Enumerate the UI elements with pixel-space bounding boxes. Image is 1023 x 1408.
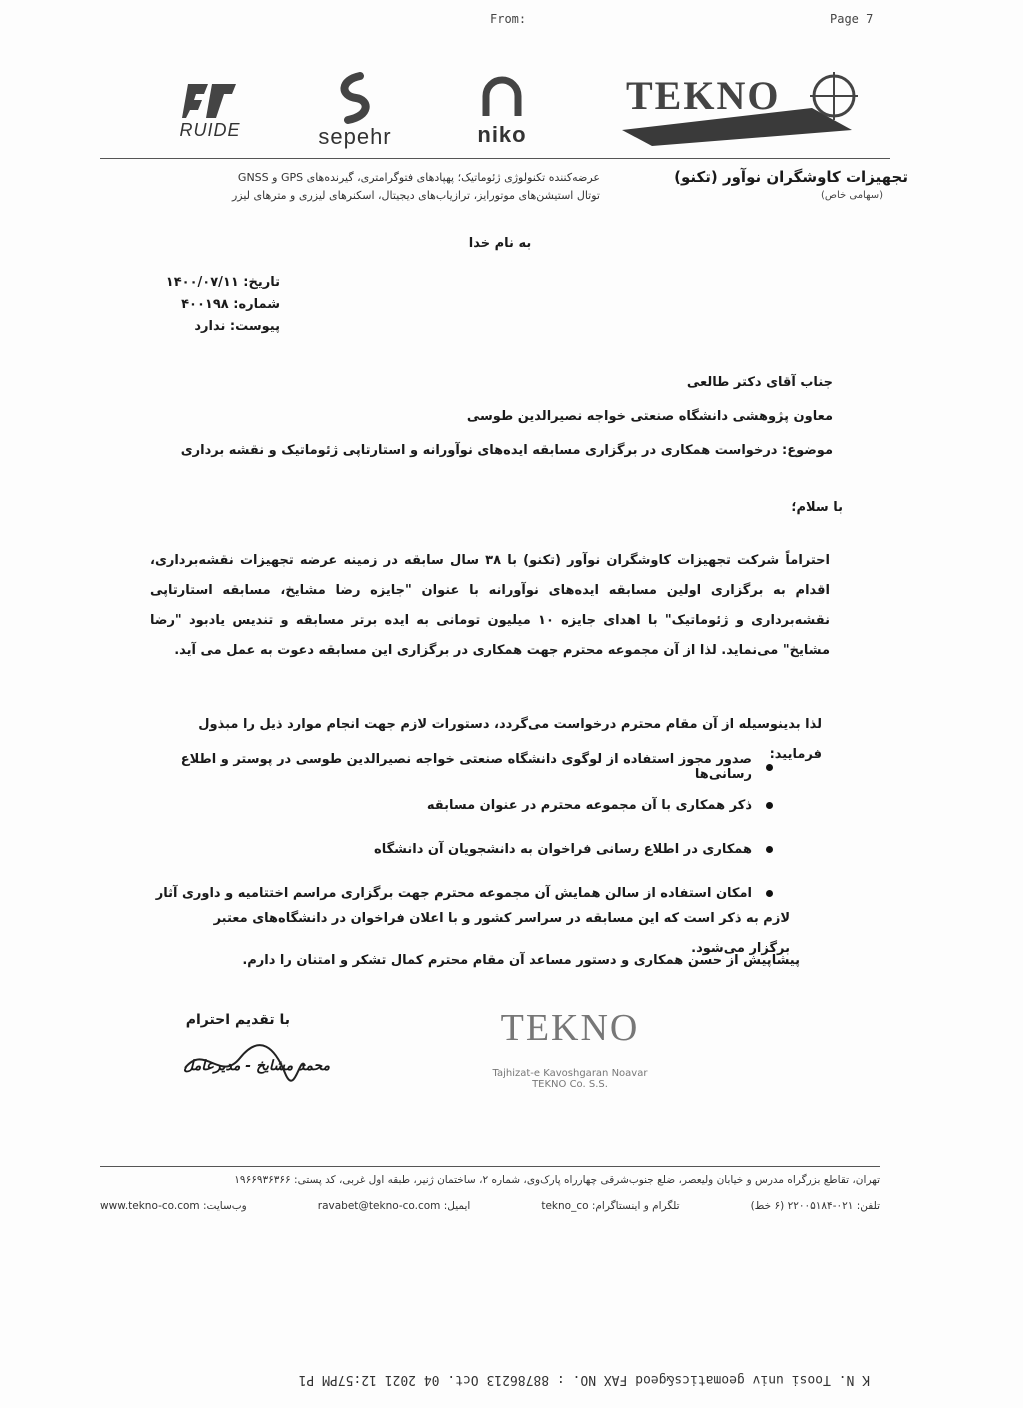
subject-line: موضوع: درخواست همکاری در برگزاری مسابقه ایده‌های نوآورانه و استارتاپی ژئوماتیک و نقشه برداری <box>180 443 833 458</box>
paragraph-4: پیشاپیش از حسن همکاری و دستور مساعد آن مقام محترم کمال تشکر و امتنان را دارم. <box>242 953 800 968</box>
fax-header-page: Page 7 <box>830 12 874 26</box>
sepehr-mark-icon <box>330 72 380 124</box>
fax-footer: K N. Toosi univ geomatics&geod FAX NO. : 88786213 Oct. 04 2021 12:57PM P1 <box>298 1372 870 1387</box>
company-name: تجهیزات کاوشگران نوآور (تکنو) <box>674 168 908 186</box>
list-item: ذکر همکاری با آن مجموعه محترم در عنوان مسابقه <box>153 786 773 824</box>
ruide-logo-text: RUIDE <box>179 120 241 140</box>
request-list <box>153 748 773 912</box>
company-stamp <box>470 1006 670 1090</box>
footer-website: وب‌سایت: www.tekno-co.com <box>100 1200 247 1212</box>
footer-social: تلگرام و اینستاگرام: tekno_co <box>541 1200 680 1212</box>
number-row <box>160 294 280 316</box>
paragraph-3: لازم به ذکر است که این مسابقه در سراسر کشور و با اعلان فراخوان در دانشگاه‌های معتبر برگزار می‌شود. <box>213 911 790 956</box>
footer-address: تهران، تقاطع بزرگراه مدرس و خیابان ولیعصر، ضلع جنوب‌شرقی چهارراه پارک‌وی، شماره ۲، ساختمان ژنیر، طبقه اول غربی، کد پستی: ۱۹۶۶۹۳۶۳۶۶ <box>234 1174 880 1186</box>
sepehr-logo-text: sepehr <box>318 124 392 149</box>
footer-divider <box>100 1166 880 1167</box>
paragraph-1: احتراماً شرکت تجهیزات کاوشگران نوآور (تکنو) با ۳۸ سال سابقه در زمینه عرضه تجهیزات نقشه‌برداری، اقدام به برگزاری اولین مسابقه ایده‌های نوآورانه با عنوان "جایزه رضا مشایخ، مسابقه استارتاپی نقشه‌برداری و ژئوماتیک" با اهدای جایزه ۱۰ میلیون تومانی به ایده برتر مسابقه و تندیس یادبود "رضا مشایخ" می‌نماید. لذا از آن مجموعه محترم جهت همکاری در برگزاری این مسابقه دعوت به عمل می آید. <box>150 553 830 658</box>
company-activity-1: عرضه‌کننده تکنولوژی ژئوماتیک؛ پهپادهای فتوگرامتری، گیرنده‌های GPS و GNSS <box>237 171 600 184</box>
tekno-logo-text: TEKNO <box>626 73 781 118</box>
bullet-icon <box>766 846 773 853</box>
signature-scribble <box>180 1038 310 1088</box>
ruide-mark-icon <box>180 80 240 120</box>
niko-logo <box>452 72 552 148</box>
niko-mark-icon <box>476 72 528 122</box>
bullet-icon <box>766 764 773 771</box>
fax-header-from: From: <box>490 12 527 26</box>
addressee: جناب آقای دکتر طالعی <box>686 375 833 390</box>
paragraph-2: لذا بدینوسیله از آن مقام محترم درخواست می‌گردد، دستورات لازم جهت انجام موارد ذیل را مبذول فرمایید: <box>198 717 822 762</box>
number-label: شماره: <box>233 297 280 312</box>
stamp-line-2: TEKNO Co. S.S. <box>532 1079 608 1090</box>
company-activity-2: توتال استیشن‌های موتورایز، ترازیاب‌های دیجیتال، اسکنرهای لیزری و مترهای لیزر <box>231 189 600 202</box>
list-item: امکان استفاده از سالن همایش آن مجموعه محترم جهت برگزاری مراسم اختتامیه و داوری آثار <box>153 874 773 912</box>
stamp-logo-text: TEKNO <box>500 1007 640 1049</box>
company-type: (سهامی خاص) <box>820 190 883 201</box>
sepehr-logo <box>300 72 410 150</box>
footer-phone: تلفن: ۰۲۱-۲۲۰۰۵۱۸۴ (۶ خط) <box>750 1200 880 1212</box>
attachment-value: ندارد <box>194 319 226 334</box>
basmala: به نام خدا <box>468 236 532 251</box>
footer-email: ایمیل: ravabet@tekno-co.com <box>317 1200 471 1212</box>
attachment-label: پیوست: <box>229 319 280 334</box>
list-item: صدور مجوز استفاده از لوگوی دانشگاه صنعتی خواجه نصیرالدین طوسی در پوستر و اطلاع رسانی‌ها <box>153 748 773 786</box>
closing: با تقدیم احترام <box>185 1012 290 1028</box>
greeting: با سلام؛ <box>791 500 843 515</box>
signatory: محمد مشایخ - مدیرعامل <box>183 1058 330 1074</box>
letter-meta <box>160 272 280 338</box>
date-row <box>160 272 280 294</box>
date-label: تاریخ: <box>243 275 280 290</box>
addressee-block <box>133 366 833 468</box>
tekno-logo <box>612 68 862 148</box>
number-value: ۴۰۰۱۹۸ <box>181 297 229 312</box>
bullet-icon <box>766 890 773 897</box>
niko-logo-text: niko <box>477 122 527 147</box>
addressee-title: معاون پژوهشی دانشگاه صنعتی خواجه نصیرالدین طوسی <box>466 409 833 424</box>
bullet-icon <box>766 802 773 809</box>
attachment-row <box>160 316 280 338</box>
list-item: همکاری در اطلاع رسانی فراخوان به دانشجویان آن دانشگاه <box>153 830 773 868</box>
footer-contacts <box>100 1200 880 1212</box>
stamp-line-1: Tajhizat-e Kavoshgaran Noavar <box>492 1068 648 1079</box>
date-value: ۱۴۰۰/۰۷/۱۱ <box>165 275 239 290</box>
header-divider <box>100 158 890 159</box>
ruide-logo <box>165 80 255 141</box>
